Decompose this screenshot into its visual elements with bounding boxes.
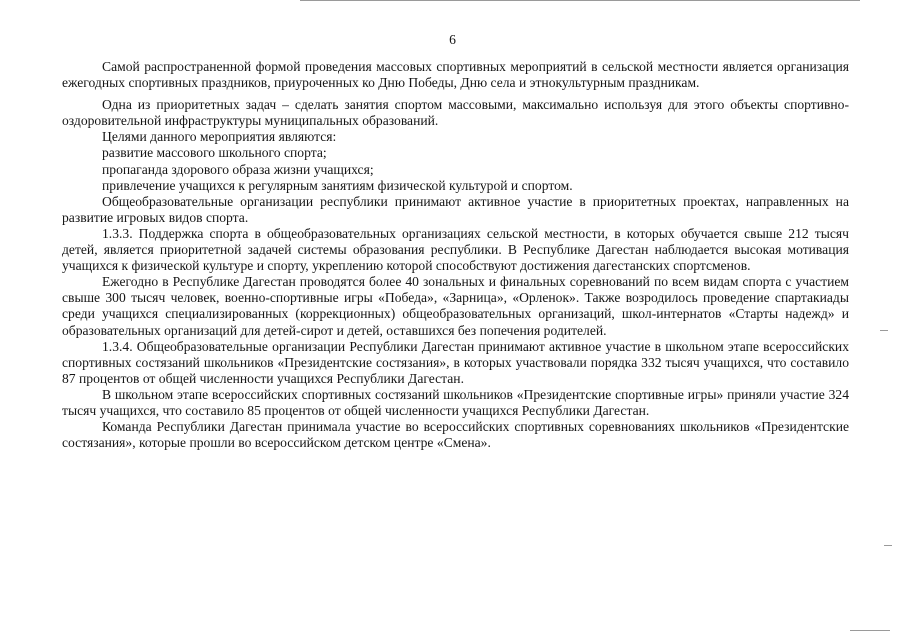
scan-mark-right-3: [850, 630, 890, 631]
scan-mark-right-1: [880, 330, 888, 331]
paragraph: Ежегодно в Республике Дагестан проводятся более 40 зональных и финальных соревнований по всем видам спорта с участием свыше 300 тысяч человек, военно-спортивные игры «Победа», «Зарница», «Орленок». Также возродилось проведение спартакиады среди учащихся специализированных (коррекционных) общеобразовательных организаций, школ-интернатов «Старты надежд» и образовательных организаций для детей-сирот и детей, оставшихся без попечения родителей.: [62, 274, 849, 338]
body-text: [62, 59, 849, 451]
list-intro: Целями данного мероприятия являются:: [102, 129, 337, 145]
paragraph: 1.3.3. Поддержка спорта в общеобразовательных организациях сельской местности, в которых обучается свыше 212 тысяч детей, является приоритетной задачей системы образования республики. В Республике Дагестан наблюдается высокая мотивация учащихся к физической культуре и спорту, укреплению которой способствуют достижения дагестанских спортсменов.: [62, 225, 849, 274]
list-item: развитие массового школьного спорта;: [102, 145, 327, 161]
paragraph: В школьном этапе всероссийских спортивных состязаний школьников «Президентские спортивные игры» приняли участие 324 тысяч учащихся, что составило 85 процентов от общей численности учащихся Республики Дагестан.: [62, 386, 849, 418]
paragraph: 1.3.4. Общеобразовательные организации Республики Дагестан принимают активное участие в школьном этапе всероссийских спортивных состязаний школьников «Президентские состязания», в которых участвовали порядка 332 тысяч учащихся, что составило 87 процентов от общей численности учащихся Республики Дагестан.: [62, 338, 849, 386]
paragraph: Одна из приоритетных задач – сделать занятия спортом массовыми, максимально используя для этого объекты спортивно-оздоровительной инфраструктуры муниципальных образований.: [62, 97, 849, 129]
paragraph: Самой распространенной формой проведения массовых спортивных мероприятий в сельской местности является организация ежегодных спортивных праздников, приуроченных ко Дню Победы, Дню села и этнокультурным праздникам.: [62, 59, 849, 91]
page-number: 6: [449, 32, 456, 47]
scan-mark-right-2: [884, 545, 892, 546]
scan-edge-top: [300, 0, 860, 1]
paragraph: Общеобразовательные организации республики принимают активное участие в приоритетных проектах, направленных на развитие игровых видов спорта.: [62, 193, 849, 225]
list-item: пропаганда здорового образа жизни учащихся;: [102, 161, 374, 177]
list-item: привлечение учащихся к регулярным занятиям физической культурой и спортом.: [102, 177, 573, 193]
paragraph: Команда Республики Дагестан принимала участие во всероссийских спортивных соревнованиях школьников «Президентские состязания», которые прошли во всероссийском детском центре «Смена».: [62, 419, 849, 451]
